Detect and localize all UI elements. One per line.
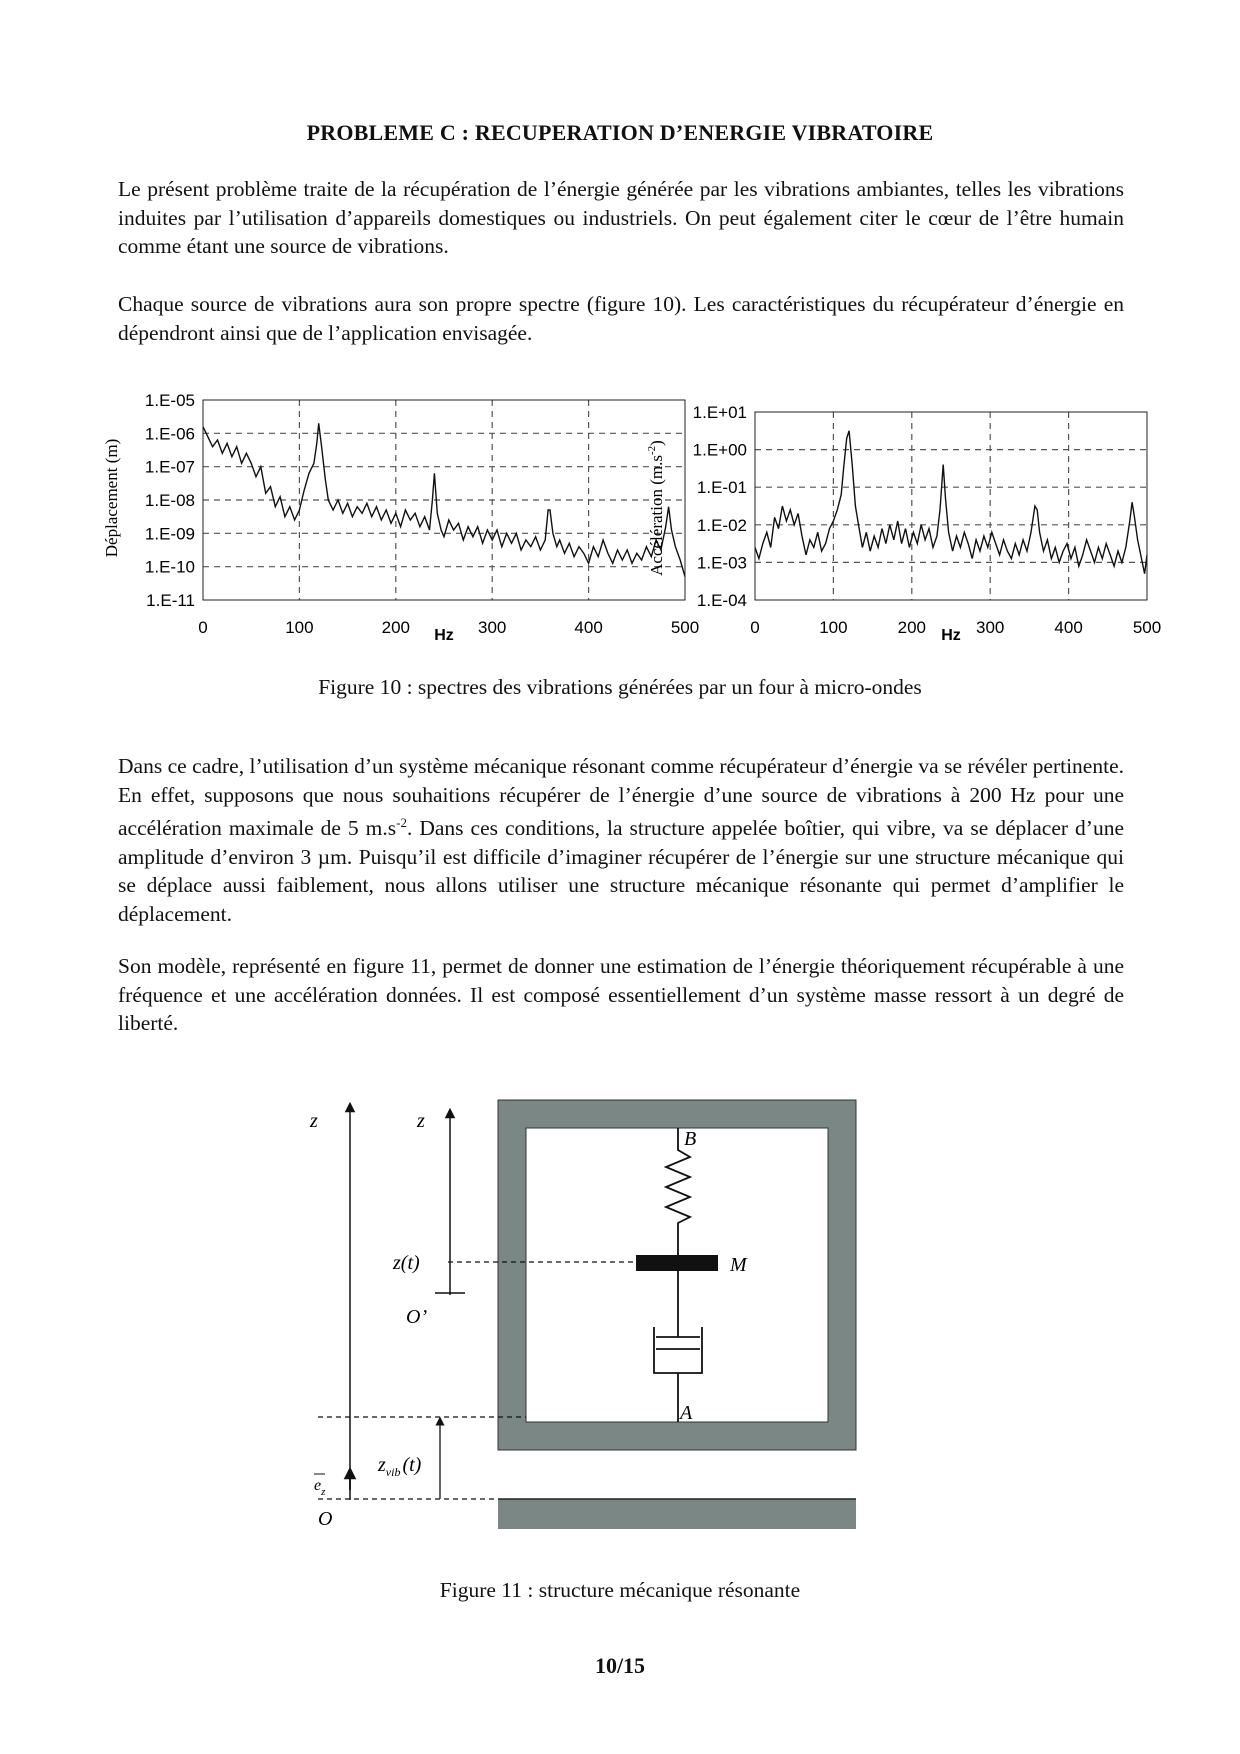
y-tick-label: 1.E-09 bbox=[144, 524, 195, 544]
figure10-caption: Figure 10 : spectres des vibrations générées par un four à micro-ondes bbox=[318, 675, 922, 699]
resonant-structure-diagram bbox=[290, 1095, 890, 1550]
x-tick-label: 0 bbox=[750, 618, 760, 637]
chart-ylabel: Déplacement (m) bbox=[102, 438, 121, 558]
x-tick-label: 100 bbox=[819, 618, 848, 637]
x-tick-label: 0 bbox=[198, 618, 208, 637]
chart-xlabel: Hz bbox=[434, 627, 454, 644]
x-tick-label: 400 bbox=[574, 618, 603, 637]
intro-paragraph: Le présent problème traite de la récupération de l’énergie générée par les vibrations ambiantes, telles les vibrations induites par l’utilisation d’appareils domestiques ou industriels. On peut également citer le cœur de l’être humain comme étant une source de vibrations. bbox=[118, 177, 1124, 258]
acceleration-spectrum-chart bbox=[640, 390, 1170, 660]
label-O: O bbox=[318, 1508, 333, 1530]
x-tick-label: 400 bbox=[1054, 618, 1083, 637]
x-tick-label: 300 bbox=[478, 618, 507, 637]
model-paragraph: Son modèle, représenté en figure 11, permet de donner une estimation de l’énergie théoriquement récupérable à une fréquence et une accélération données. Il est composé essentiellement d’un système masse ressort à un degré de liberté. bbox=[118, 954, 1124, 1035]
y-tick-label: 1.E-02 bbox=[696, 515, 747, 535]
ground-base bbox=[498, 1499, 856, 1529]
page-number: 10/15 bbox=[594, 1653, 646, 1678]
y-tick-label: 1.E-06 bbox=[144, 424, 195, 444]
x-tick-label: 500 bbox=[1132, 618, 1162, 637]
label-zt: z(t) bbox=[393, 1252, 420, 1274]
y-tick-label: 1.E-05 bbox=[144, 391, 195, 410]
chart-xlabel: Hz bbox=[941, 627, 961, 644]
plot-area-frame bbox=[755, 412, 1147, 600]
label-z-right: z bbox=[417, 1110, 425, 1132]
label-A: A bbox=[680, 1402, 693, 1424]
y-tick-label: 1.E-11 bbox=[146, 591, 195, 610]
problem-title: PROBLEME C : RECUPERATION D’ENERGIE VIBRATOIRE bbox=[306, 120, 934, 145]
spectrum-paragraph: Chaque source de vibrations aura son propre spectre (figure 10). Les caractéristiques du récupérateur d’énergie en dépendront ainsi que de l’application envisagée. bbox=[118, 292, 1124, 345]
label-z-left: z bbox=[310, 1110, 318, 1132]
label-zvib: $z_{vib}$ (t) bbox=[378, 1454, 422, 1479]
x-tick-label: 200 bbox=[381, 618, 410, 637]
chart-ylabel: Accélération $(m.s^{-2})$ bbox=[646, 440, 666, 576]
x-tick-label: 500 bbox=[670, 618, 700, 637]
acceleration-series-line bbox=[755, 431, 1147, 574]
y-tick-label: 1.E+01 bbox=[692, 403, 747, 422]
y-tick-label: 1.E-07 bbox=[144, 457, 195, 477]
y-tick-label: 1.E-10 bbox=[144, 557, 195, 577]
mass-block bbox=[636, 1255, 718, 1271]
x-tick-label: 100 bbox=[285, 618, 314, 637]
y-tick-label: 1.E+00 bbox=[692, 440, 747, 460]
label-ez: $e_z$ bbox=[314, 1477, 326, 1498]
y-tick-label: 1.E-01 bbox=[696, 478, 747, 498]
y-tick-label: 1.E-08 bbox=[144, 491, 195, 510]
y-tick-label: 1.E-04 bbox=[696, 591, 747, 610]
x-tick-label: 200 bbox=[897, 618, 926, 637]
label-O-prime: O’ bbox=[406, 1306, 428, 1328]
figure11-caption: Figure 11 : structure mécanique résonante bbox=[439, 1578, 801, 1602]
y-tick-label: 1.E-03 bbox=[696, 553, 747, 573]
label-B: B bbox=[684, 1128, 697, 1150]
resonant-system-paragraph: Dans ce cadre, l’utilisation d’un système mécanique résonant comme récupérateur d’énergie va se révéler pertinente. En effet, supposons que nous souhaitions récupérer de l’énergie d’une source de vibrations à 200 Hz pour une accélération maximale de 5 $m.s^{-2}$. Dans ces conditions, la structure appelée boîtier, qui vibre, va se déplacer d’une amplitude d’environ 3 µm. Puisqu’il est difficile d’imaginer récupérer de l’énergie sur une structure mécanique qui se déplace aussi faiblement, nous allons utiliser une structure mécanique résonante qui permet d’amplifier le déplacement. bbox=[118, 754, 1124, 926]
x-tick-label: 300 bbox=[976, 618, 1005, 637]
label-M: M bbox=[730, 1254, 747, 1276]
